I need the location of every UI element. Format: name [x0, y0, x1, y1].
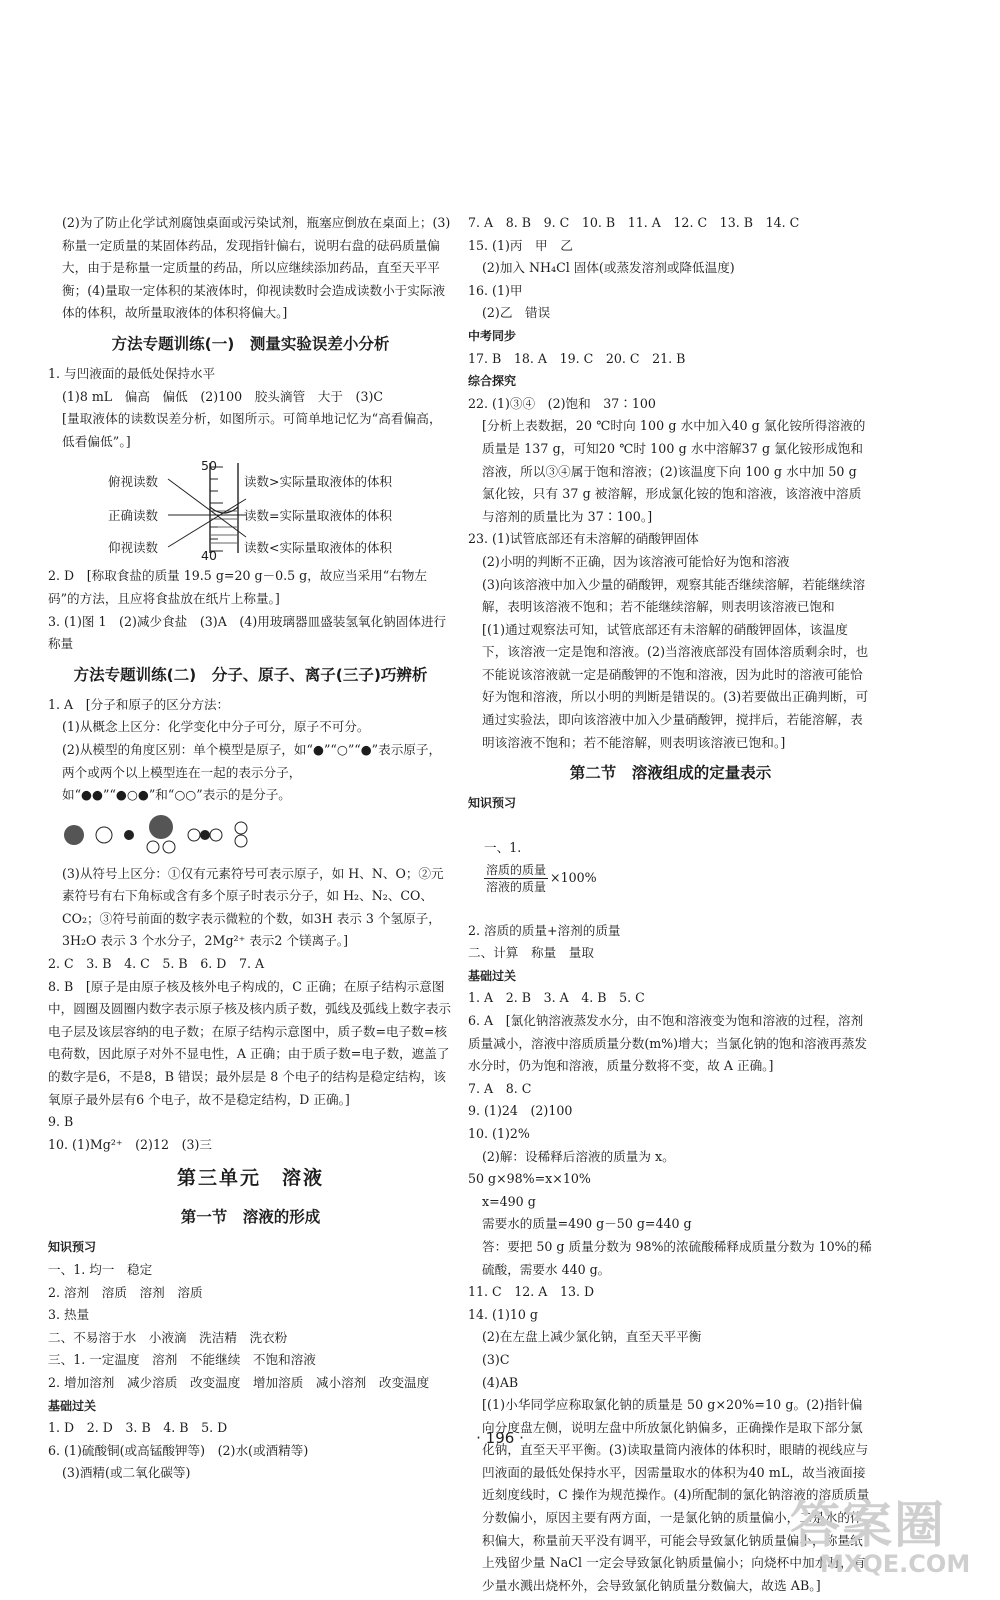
answer-line: 7. A 8. C — [468, 1080, 532, 1096]
answer-line: 22. (1)③④ (2)饱和 37∶100 — [468, 395, 656, 411]
subheading: 综合探究 — [468, 374, 517, 389]
answer-line: 16. (1)甲 — [468, 282, 523, 298]
answer-line: 1. A [分子和原子的区分方法： — [48, 696, 230, 712]
answer-line: 17. B 18. A 19. C 20. C 21. B — [468, 350, 686, 366]
answer-block — [48, 1259, 453, 1395]
label-level: 正确读数 — [108, 508, 159, 524]
answer-line: 3. 热量 — [48, 1307, 90, 1323]
answer-line: 三、1. 一定温度 溶剂 不能继续 不饱和溶液 — [48, 1352, 316, 1368]
answer-line: 6. (1)硫酸铜(或高锰酸钾等) (2)水(或酒精等) — [48, 1442, 309, 1458]
subheading: 基础过关 — [468, 968, 517, 983]
answer-line: 2. 溶质的质量+溶剂的质量 — [468, 922, 621, 938]
answer-line: 9. B — [48, 1114, 74, 1130]
answer-block — [48, 863, 453, 1157]
answer-line: (2)小明的判断不正确，因为该溶液可能恰好为饱和溶液 — [482, 553, 790, 569]
left-column — [48, 212, 453, 1485]
subheading: 知识预习 — [48, 1240, 97, 1255]
answer-block — [468, 920, 873, 965]
answer-line: [分析上表数据，20 ℃时向 100 g 水中加入40 g 氯化铵所得溶液的质量是 137 g，可知20 ℃时 100 g 水中溶解37 g 氯化铵形成饱和溶液，所以③④属于饱和溶液；(2)该温度下向 100 g 水中加 50 g 氯化铵，只有 37 g 被溶解，形成氯化铵的饱和溶液，该溶液中溶质与溶剂的质量比为 37∶100。] — [482, 418, 866, 524]
answer-line: (3)酒精(或二氧化碳等) — [62, 1465, 191, 1481]
unit-title: 第三单元 溶液 — [176, 1167, 324, 1190]
answer-line: 1. A 2. B 3. A 4. B 5. C — [468, 990, 645, 1006]
answer-line: 9. (1)24 (2)100 — [468, 1103, 573, 1119]
answer-line: 15. (1)丙 甲 乙 — [468, 237, 573, 253]
answer-line: (3)从符号上区分：①仅有元素符号可表示原子，如 H、N、O；②元素符号有右下角标或含有多个原子时表示分子，如 H₂、N₂、CO、CO₂；③符号前面的数字表示微粒的个数，如3H 表示 3 个氢原子，3H₂O 表示 3 个水分子，2Mg²⁺ 表示2 个镁离子。] — [62, 865, 444, 949]
answer-line: (3)向该溶液中加入少量的硝酸钾，观察其能否继续溶解，若能继续溶解，表明该溶液不饱和；若不能继续溶解，则表明该溶液已饱和 — [482, 576, 866, 615]
answer-line: 6. A [氯化钠溶液蒸发水分，由不饱和溶液变为饱和溶液的过程，溶剂质量减小，溶液中溶质质量分数(m%)增大；当氯化钠的饱和溶液再蒸发水分时，仍为饱和溶液，质量分数将不变，故 A 正确。] — [468, 1013, 867, 1074]
answer-line: 答：要把 50 g 质量分数为 98%的浓硫酸稀释成质量分数为 10%的稀硫酸，需要水 440 g。 — [482, 1238, 872, 1277]
particle-models — [62, 813, 453, 857]
mass-fraction-formula — [484, 862, 548, 895]
answer-block — [48, 212, 453, 325]
atom-model-icon — [122, 828, 136, 842]
result-look-up: 读数<实际量取液体的体积 — [244, 540, 392, 556]
answer-block — [468, 212, 873, 325]
watermark-logo: 答案圈 — [790, 1496, 946, 1554]
answer-line: 11. C 12. A 13. D — [468, 1284, 595, 1300]
section-title: 第二节 溶液组成的定量表示 — [569, 764, 772, 783]
section-title: 第一节 溶液的形成 — [180, 1208, 321, 1227]
section-title: 方法专题训练(一) 测量实验误差小分析 — [111, 334, 390, 353]
answer-line: 二、计算 称量 量取 — [468, 945, 594, 961]
answer-line: [(1)通过观察法可知，试管底部还有未溶解的硝酸钾固体，该温度下，该溶液一定是饱和溶液。(2)当溶液底部没有固体溶质剩余时，也不能说该溶液就一定是硝酸钾的不饱和溶液，因为此时的溶液可能恰好为饱和溶液，所以小明的判断是错误的。(3)若要做出正确判断，可通过实验法，即向该溶液中加入少量硝酸钾，搅拌后，若能溶解，表明该溶液不饱和；若不能溶解，则表明该溶液已饱和。] — [482, 621, 869, 750]
atom-model-icon — [94, 825, 114, 845]
answer-block — [48, 363, 453, 453]
answer-line: 14. (1)10 g — [468, 1306, 538, 1322]
molecule-model-icon — [144, 813, 178, 857]
fraction-numerator: 溶质的质量 — [486, 863, 547, 878]
answer-line: 8. B [原子是由原子核及核外电子构成的，C 正确；在原子结构示意图中，圆圈及圆圈内数字表示原子核及核内质子数，弧线及弧线上数字表示电子层及该层容纳的电子数；在原子结构示意图中，质子数=电子数=核电荷数，因此原子对外不显电性，A 正确；由于质子数=电子数，遮盖了的数字是6，不是8，B 错误；最外层是 8 个电子的结构是稳定结构，该氧原子最外层有6 个电子，故不是稳定结构，D 正确。] — [48, 978, 451, 1107]
answer-line: 23. (1)试管底部还有未溶解的硝酸钾固体 — [468, 531, 699, 547]
answer-line: 10. (1)2% — [468, 1125, 530, 1141]
answer-line: 2. D [称取食盐的质量 19.5 g=20 g－0.5 g，故应当采用“右物左码”的方法，且应将食盐放在纸片上称量。] — [48, 568, 427, 606]
answer-line: 50 g×98%=x×10% — [468, 1171, 591, 1187]
answer-line: (3)C — [482, 1351, 510, 1367]
right-column — [468, 212, 873, 1597]
label-look-up: 仰视读数 — [108, 540, 159, 556]
result-level: 读数=实际量取液体的体积 — [244, 508, 392, 524]
answer-block — [48, 565, 453, 655]
fraction-suffix: ×100% — [550, 870, 597, 886]
answer-block — [48, 694, 453, 807]
fraction-prefix: 一、1. — [484, 840, 522, 856]
answer-line: [(1)小华同学应称取氯化钠的质量是 50 g×20%=10 g。(2)指针偏向分度盘左侧，说明左盘中所放氯化钠偏多，正确操作是取下部分氯化钠，直至天平平衡。(3)读取量筒内液体的体积时，眼睛的视线应与凹液面的最低处保持水平，因需量取水的体积为40 mL，故当液面接近刻度线时，C 操作为规范操作。(4)所配制的氯化钠溶液的溶质质量分数偏小，原因主要有两方面，一是氯化钠的质量偏小，二是水的体积偏大，称量前天平没有调平，可能会导致氯化钠质量偏小，称量纸上残留少量 NaCl 一定会导致氯化钠质量偏小；向烧杯中加水时，有少量水溅出烧杯外，会导致氯化钠质量分数偏大，故选 AB。] — [482, 1397, 870, 1593]
answer-line: x=490 g — [482, 1193, 536, 1209]
answer-line: (1)8 mL 偏高 偏低 (2)100 胶头滴管 大于 (3)C — [62, 388, 384, 404]
answer-line: 2. C 3. B 4. C 5. B 6. D 7. A — [48, 956, 265, 972]
molecule-model-icon — [186, 825, 224, 845]
answer-line: (2)从模型的角度区别：单个模型是原子，如“●”“○”“●”表示原子，两个或两个以上模型连在一起的表示分子，如“●●”“●○●”和“○○”表示的是分子。 — [62, 741, 442, 803]
answer-line: 1. D 2. D 3. B 4. B 5. D — [48, 1420, 228, 1436]
answer-line: (2)在左盘上减少氯化钠，直至天平平衡 — [482, 1329, 702, 1345]
scale-bottom-label: 40 — [201, 548, 217, 564]
answer-line: [量取液体的读数误差分析，如图所示。可简单地记忆为“高看偏高，低看偏低”。] — [62, 411, 442, 449]
answer-line: 3. (1)图 1 (2)减少食盐 (3)A (4)用玻璃器皿盛装氢氧化钠固体进行称量 — [48, 613, 447, 652]
answer-line: (2)加入 NH₄Cl 固体(或蒸发溶剂或降低温度) — [482, 260, 735, 276]
answer-line: (1)从概念上区分：化学变化中分子可分，原子不可分。 — [62, 719, 370, 735]
answer-line: 10. (1)Mg²⁺ (2)12 (3)三 — [48, 1136, 213, 1152]
answer-line: (4)AB — [482, 1374, 519, 1390]
answer-line: (2)解：设稀释后溶液的质量为 x。 — [482, 1148, 675, 1164]
molecule-model-icon — [232, 820, 250, 850]
atom-model-icon — [62, 823, 86, 847]
answer-line: 1. 与凹液面的最低处保持水平 — [48, 365, 216, 381]
answer-line: 一、1. 均一 稳定 — [48, 1262, 153, 1277]
watermark-url: MXQE.COM — [820, 1550, 971, 1578]
answer-block — [468, 393, 873, 755]
answer-line: 二、不易溶于水 小液滴 洗洁精 洗衣粉 — [48, 1329, 288, 1345]
section-title: 方法专题训练(二) 分子、原子、离子(三子)巧辨析 — [73, 665, 428, 684]
answer-block — [48, 1417, 453, 1485]
subheading: 知识预习 — [468, 796, 517, 811]
answer-line: 2. 增加溶剂 减少溶质 改变温度 增加溶质 减小溶剂 改变温度 — [48, 1374, 430, 1390]
page-number: · 196 · — [476, 1429, 524, 1447]
cylinder-reading-diagram — [48, 458, 453, 564]
answer-line: 需要水的质量=490 g－50 g=440 g — [482, 1216, 692, 1232]
subheading: 中考同步 — [468, 328, 517, 343]
answer-line: (2)为了防止化学试剂腐蚀桌面或污染试剂，瓶塞应倒放在桌面上；(3)称量一定质量的某固体药品，发现指针偏右，说明右盘的砝码质量偏大，由于是称量一定质量的药品，所以应继续添加药品，直至天平平衡；(4)量取一定体积的某液体时，仰视读数时会造成读数小于实际液体的体积，故所量取液体的体积将偏大。] — [62, 215, 451, 321]
answer-line: 2. 溶剂 溶质 溶剂 溶质 — [48, 1284, 203, 1300]
result-look-down: 读数>实际量取液体的体积 — [244, 474, 392, 490]
fraction-line — [468, 815, 873, 920]
fraction-denominator: 溶液的质量 — [486, 880, 547, 895]
answer-line: 7. A 8. B 9. C 10. B 11. A 12. C 13. B 14. C — [468, 215, 800, 230]
answer-line: (2)乙 错误 — [482, 305, 551, 321]
label-look-down: 俯视读数 — [108, 474, 159, 490]
subheading: 基础过关 — [48, 1398, 97, 1413]
scale-top-label: 50 — [201, 458, 217, 474]
answer-block — [468, 348, 873, 371]
